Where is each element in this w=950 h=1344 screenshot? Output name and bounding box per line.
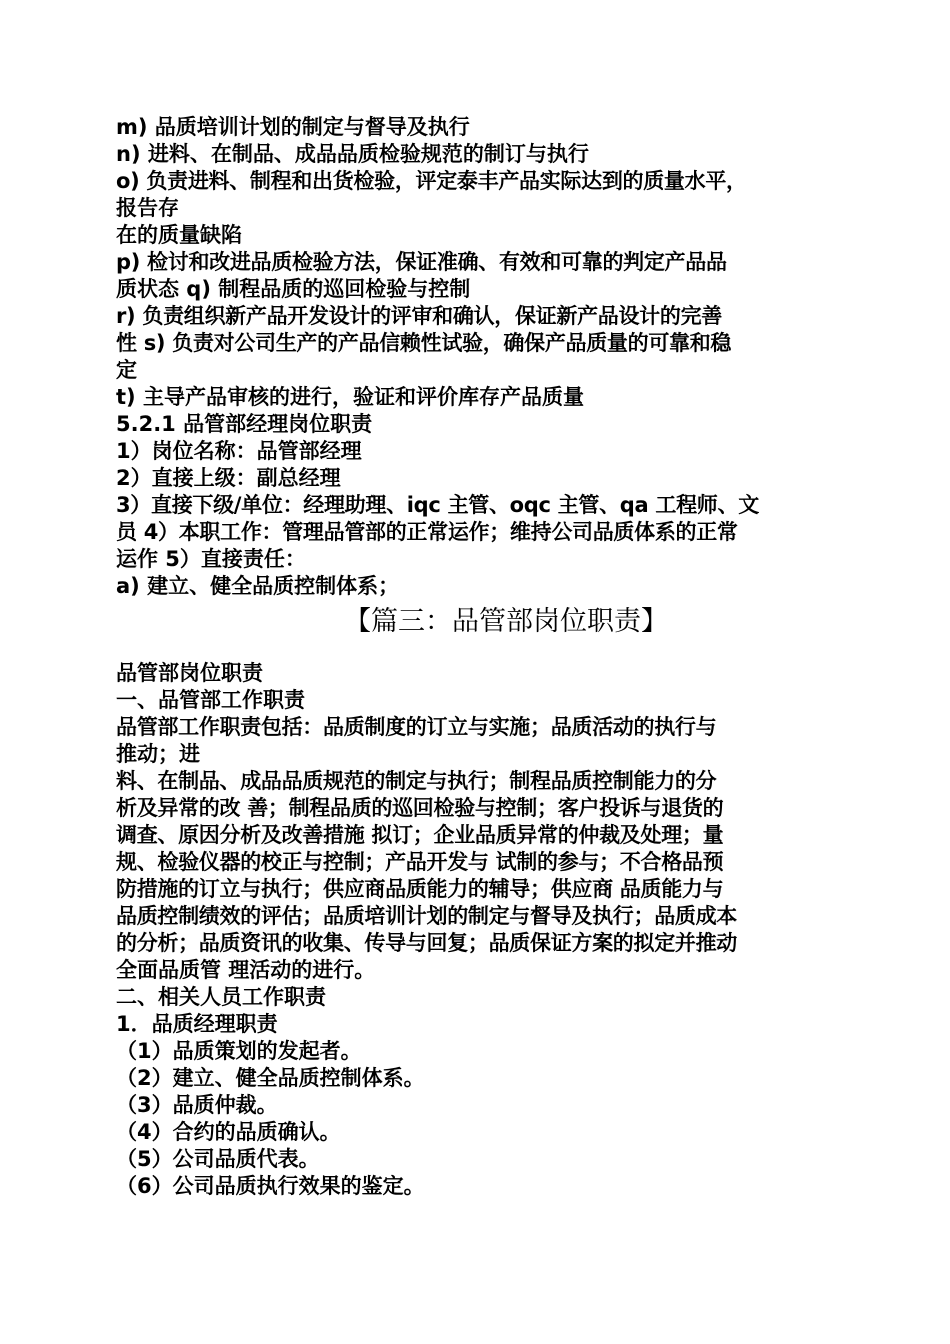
text-line: 推动；进 bbox=[116, 742, 200, 766]
text-line: r) 负责组织新产品开发设计的评审和确认，保证新产品设计的完善 bbox=[116, 304, 722, 328]
text-line: 3）直接下级/单位：经理助理、iqc 主管、oqc 主管、qa 工程师、文 bbox=[116, 493, 759, 517]
text-line: （1）品质策划的发起者。 bbox=[116, 1039, 362, 1063]
text-line: （6）公司品质执行效果的鉴定。 bbox=[116, 1174, 425, 1198]
section-heading: 【篇三：品管部岗位职责】 bbox=[344, 606, 668, 637]
text-line: 全面品质管 理活动的进行。 bbox=[116, 958, 376, 982]
text-line: p) 检讨和改进品质检验方法，保证准确、有效和可靠的判定产品品 bbox=[116, 250, 727, 274]
text-line: 报告存 bbox=[116, 196, 179, 220]
text-line: a) 建立、健全品质控制体系； bbox=[116, 574, 400, 598]
text-line: 料、在制品、成品品质规范的制定与执行；制程品质控制能力的分 bbox=[116, 769, 717, 793]
text-line: 5.2.1 品管部经理岗位职责 bbox=[116, 412, 373, 436]
text-line: 析及异常的改 善；制程品质的巡回检验与控制；客户投诉与退货的 bbox=[116, 796, 724, 820]
text-line: 2）直接上级：副总经理 bbox=[116, 466, 341, 490]
text-line: 性 s) 负责对公司生产的产品信赖性试验，确保产品质量的可靠和稳 bbox=[116, 331, 732, 355]
text-line: 在的质量缺陷 bbox=[116, 223, 242, 247]
text-line: 1．品质经理职责 bbox=[116, 1012, 278, 1036]
text-line: 员 4）本职工作：管理品管部的正常运作；维持公司品质体系的正常 bbox=[116, 520, 738, 544]
text-line: 规、检验仪器的校正与控制；产品开发与 试制的参与；不合格品预 bbox=[116, 850, 724, 874]
text-line: 调查、原因分析及改善措施 拟订；企业品质异常的仲裁及处理；量 bbox=[116, 823, 724, 847]
text-line: 一、品管部工作职责 bbox=[116, 688, 305, 712]
text-line: 品质控制绩效的评估；品质培训计划的制定与督导及执行；品质成本 bbox=[116, 904, 737, 928]
text-line: 定 bbox=[116, 358, 137, 382]
text-line: 质状态 q) 制程品质的巡回检验与控制 bbox=[116, 277, 471, 301]
text-line: （4）合约的品质确认。 bbox=[116, 1120, 341, 1144]
text-line: 品管部岗位职责 bbox=[116, 661, 263, 685]
text-line: t) 主导产品审核的进行，验证和评价库存产品质量 bbox=[116, 385, 584, 409]
text-line: 的分析；品质资讯的收集、传导与回复；品质保证方案的拟定并推动 bbox=[116, 931, 737, 955]
section-part1 bbox=[116, 114, 836, 600]
text-line: （5）公司品质代表。 bbox=[116, 1147, 320, 1171]
text-line: 防措施的订立与执行；供应商品质能力的辅导；供应商 品质能力与 bbox=[116, 877, 724, 901]
text-line: 品管部工作职责包括：品质制度的订立与实施；品质活动的执行与 bbox=[116, 715, 717, 739]
section-part2 bbox=[116, 660, 836, 1200]
text-line: o) 负责进料、制程和出货检验，评定泰丰产品实际达到的质量水平， bbox=[116, 169, 747, 193]
document-page bbox=[116, 114, 836, 1200]
text-line: n) 进料、在制品、成品品质检验规范的制订与执行 bbox=[116, 142, 589, 166]
text-line: 1）岗位名称：品管部经理 bbox=[116, 439, 362, 463]
text-line: 运作 5）直接责任： bbox=[116, 547, 306, 571]
text-line: m) 品质培训计划的制定与督导及执行 bbox=[116, 115, 470, 139]
text-line: （2）建立、健全品质控制体系。 bbox=[116, 1066, 425, 1090]
text-line: 二、相关人员工作职责 bbox=[116, 985, 326, 1009]
text-line: （3）品质仲裁。 bbox=[116, 1093, 278, 1117]
